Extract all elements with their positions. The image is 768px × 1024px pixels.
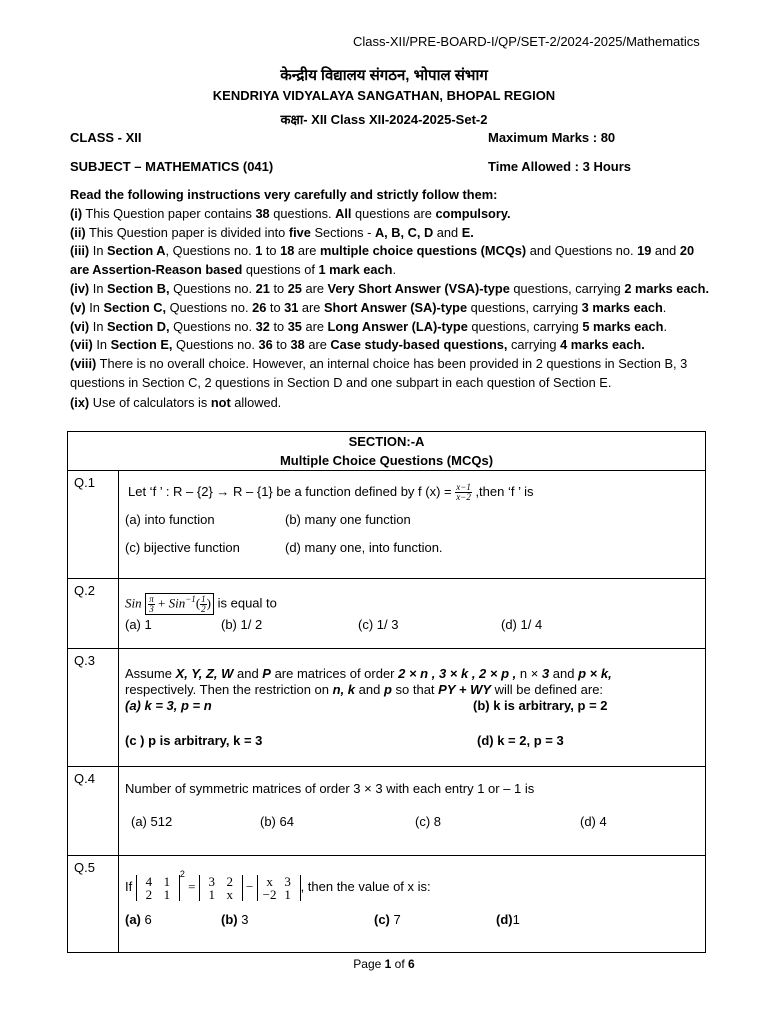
- question-row: [68, 767, 706, 856]
- subject-label: SUBJECT – MATHEMATICS (041): [70, 159, 274, 174]
- question-number: Q.1: [68, 471, 119, 579]
- question-row: [68, 856, 706, 953]
- question-body: [119, 579, 706, 649]
- paper-code: Class-XII/PRE-BOARD-I/QP/SET-2/2024-2025/Mathematics: [353, 34, 700, 49]
- question-body: [119, 856, 706, 953]
- q5-stem: If 4 1 2 1 $^2$ = 3 2 1 x − x 3 −2 1 , then the value of x is:: [125, 869, 431, 902]
- q1-option-a: (a) into function: [125, 512, 215, 527]
- q3-stem-line1: Assume X, Y, Z, W and P are matrices of order 2 × n , 3 × k , 2 × p , n × 3 and p × k,: [125, 666, 612, 681]
- section-title: SECTION:-A: [348, 434, 425, 449]
- question-body: [119, 649, 706, 767]
- q4-option-b: (b) 64: [260, 814, 294, 829]
- question-body: [119, 471, 706, 579]
- section-header: [68, 432, 706, 471]
- instruction-vi: (vi) In Section D, Questions no. 32 to 35 are Long Answer (LA)-type questions, carrying 5 marks each.: [70, 318, 668, 334]
- time-allowed: Time Allowed : 3 Hours: [488, 159, 632, 174]
- q3-option-d: (d) k = 2, p = 3: [477, 733, 564, 748]
- q5-option-b: (b) 3: [221, 911, 249, 927]
- instruction-ix: (ix) Use of calculators is not allowed.: [70, 394, 282, 410]
- question-number: Q.5: [68, 856, 119, 953]
- page-number: 1: [384, 957, 392, 971]
- question-body: [119, 767, 706, 856]
- q2-option-d: (d) 1/ 4: [501, 616, 543, 632]
- instruction-iii-cont: are Assertion-Reason based questions of 1 mark each.: [70, 262, 397, 278]
- q4-option-a: (a) 512: [131, 814, 173, 829]
- q1-fraction: $\frac{x-1}{x-2}$: [456, 482, 471, 502]
- question-row: [68, 649, 706, 767]
- q2-option-c: (c) 1/ 3: [358, 616, 399, 632]
- question-row: [68, 579, 706, 649]
- q1-option-c: (c) bijective function: [125, 540, 240, 555]
- instruction-viii: (viii) There is no overall choice. However, an internal choice has been provided in 2 questions in Section B, 3: [70, 356, 688, 372]
- q1-option-b: (b) many one function: [285, 512, 411, 527]
- q1-stem: Let ‘f ’ : R – {2} → R – {1} be a function defined by f (x) = $\frac{x-1}{x-2}$ ,then ‘f ’ is: [128, 482, 534, 502]
- class-hindi: कक्षा-: [280, 112, 308, 127]
- q4-option-d: (d) 4: [580, 814, 607, 829]
- class-line: [0, 110, 768, 128]
- questions-table: [67, 431, 706, 953]
- question-row: [68, 471, 706, 579]
- instruction-vii: (vii) In Section E, Questions no. 36 to 38 are Case study-based questions, carrying 4 marks each.: [70, 337, 645, 353]
- q5-options: [125, 912, 711, 930]
- q1-option-d: (d) many one, into function.: [285, 540, 443, 555]
- class-line-rest: XII Class XII-2024-2025-Set-2: [307, 112, 488, 127]
- q5-matrix-2: 3 2 1 x: [199, 875, 243, 901]
- q3-option-b: (b) k is arbitrary, p = 2: [473, 698, 608, 713]
- question-number: Q.2: [68, 579, 119, 649]
- page-total: 6: [408, 957, 415, 971]
- q2-option-a: (a) 1: [125, 616, 152, 632]
- q3-options-row1: [125, 698, 711, 716]
- q3-option-a: (a) k = 3, p = n: [125, 698, 212, 713]
- instruction-ii: (ii) This Question paper is divided into five Sections - A, B, C, D and E.: [70, 224, 474, 240]
- section-subtitle: Multiple Choice Questions (MCQs): [279, 453, 494, 468]
- question-number: Q.4: [68, 767, 119, 856]
- instruction-iv: (iv) In Section B, Questions no. 21 to 25 are Very Short Answer (VSA)-type questions, carrying 2 marks each.: [70, 280, 710, 296]
- hindi-title: केन्द्रीय विद्यालय संगठन, भोपाल संभाग: [280, 67, 488, 84]
- q1-options-row2: [125, 540, 711, 560]
- page-footer: Page 1 of 6: [353, 957, 415, 971]
- q4-option-c: (c) 8: [415, 814, 441, 829]
- instruction-viii-cont: questions in Section C, 2 questions in Section D and one subpart in each question of Section E.: [70, 374, 612, 390]
- instructions: [70, 186, 710, 413]
- english-title: KENDRIYA VIDYALAYA SANGATHAN, BHOPAL REGION: [212, 88, 556, 103]
- q3-options-row2: [125, 733, 711, 751]
- instruction-v: (v) In Section C, Questions no. 26 to 31 are Short Answer (SA)-type questions, carrying 3 marks each.: [70, 299, 667, 315]
- q4-stem: Number of symmetric matrices of order 3 × 3 with each entry 1 or – 1 is: [125, 781, 535, 796]
- q2-options: [125, 617, 711, 635]
- q5-option-d: (d)1: [496, 911, 520, 927]
- q4-options: [131, 814, 717, 832]
- instructions-heading: Read the following instructions very carefully and strictly follow them:: [70, 187, 498, 202]
- class-label: CLASS - XII: [70, 130, 142, 145]
- q3-option-c: (c ) p is arbitrary, k = 3: [125, 733, 263, 748]
- q5-option-c: (c) 7: [374, 911, 401, 927]
- question-number: Q.3: [68, 649, 119, 767]
- max-marks: Maximum Marks : 80: [488, 130, 616, 145]
- q5-matrix-1: 4 1 2 1: [136, 875, 180, 901]
- q2-stem: Sin $\frac{\pi}{3}$ + Sin$^{-1}$( $\frac{1}{2}$ ) is equal to: [125, 593, 277, 614]
- q1-options-row1: [125, 512, 711, 532]
- q5-option-a: (a) 6: [125, 911, 152, 927]
- instruction-iii: (iii) In Section A, Questions no. 1 to 18 are multiple choice questions (MCQs) and Questions no. 19 and 20: [70, 243, 695, 259]
- q2-bracket-expr: $\frac{\pi}{3}$ + Sin$^{-1}$( $\frac{1}{2}$ ): [145, 593, 214, 615]
- section-header-row: [68, 432, 706, 471]
- q2-option-b: (b) 1/ 2: [221, 616, 263, 632]
- instruction-i: (i) This Question paper contains 38 questions. All questions are compulsory.: [70, 205, 511, 221]
- q3-stem-line2: respectively. Then the restriction on n, k and p so that PY + WY will be defined are:: [125, 682, 604, 697]
- q5-matrix-3: x 3 −2 1: [257, 875, 301, 901]
